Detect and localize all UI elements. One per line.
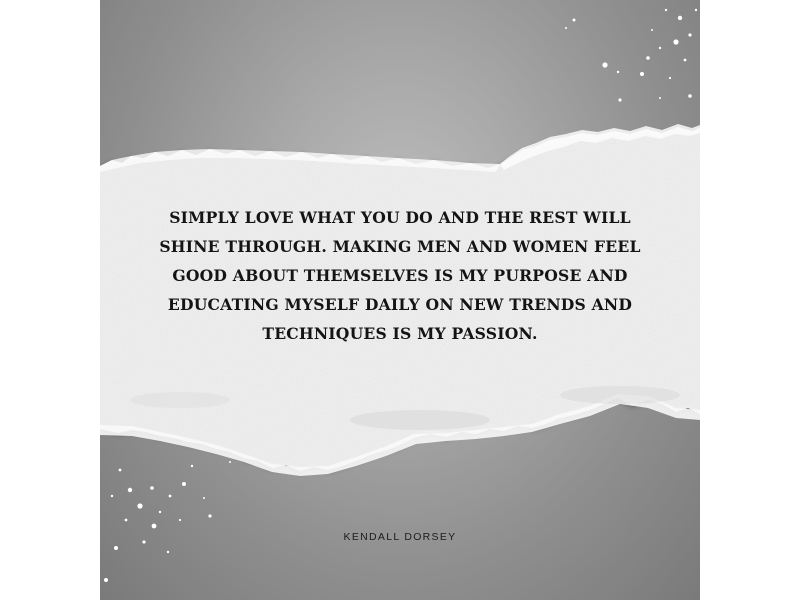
quote-text: SIMPLY LOVE WHAT YOU DO AND THE REST WILL SHINE THROUGH. MAKING MEN AND WOMEN FEEL GOOD ABOUT THEMSELVES IS MY PURPOSE AND EDUCATING MYSELF DAILY ON NEW TRENDS AND TECHNIQUES IS MY PASSION.	[159, 208, 641, 343]
author-name: KENDALL DORSEY	[343, 531, 457, 543]
quote-card	[100, 0, 700, 600]
